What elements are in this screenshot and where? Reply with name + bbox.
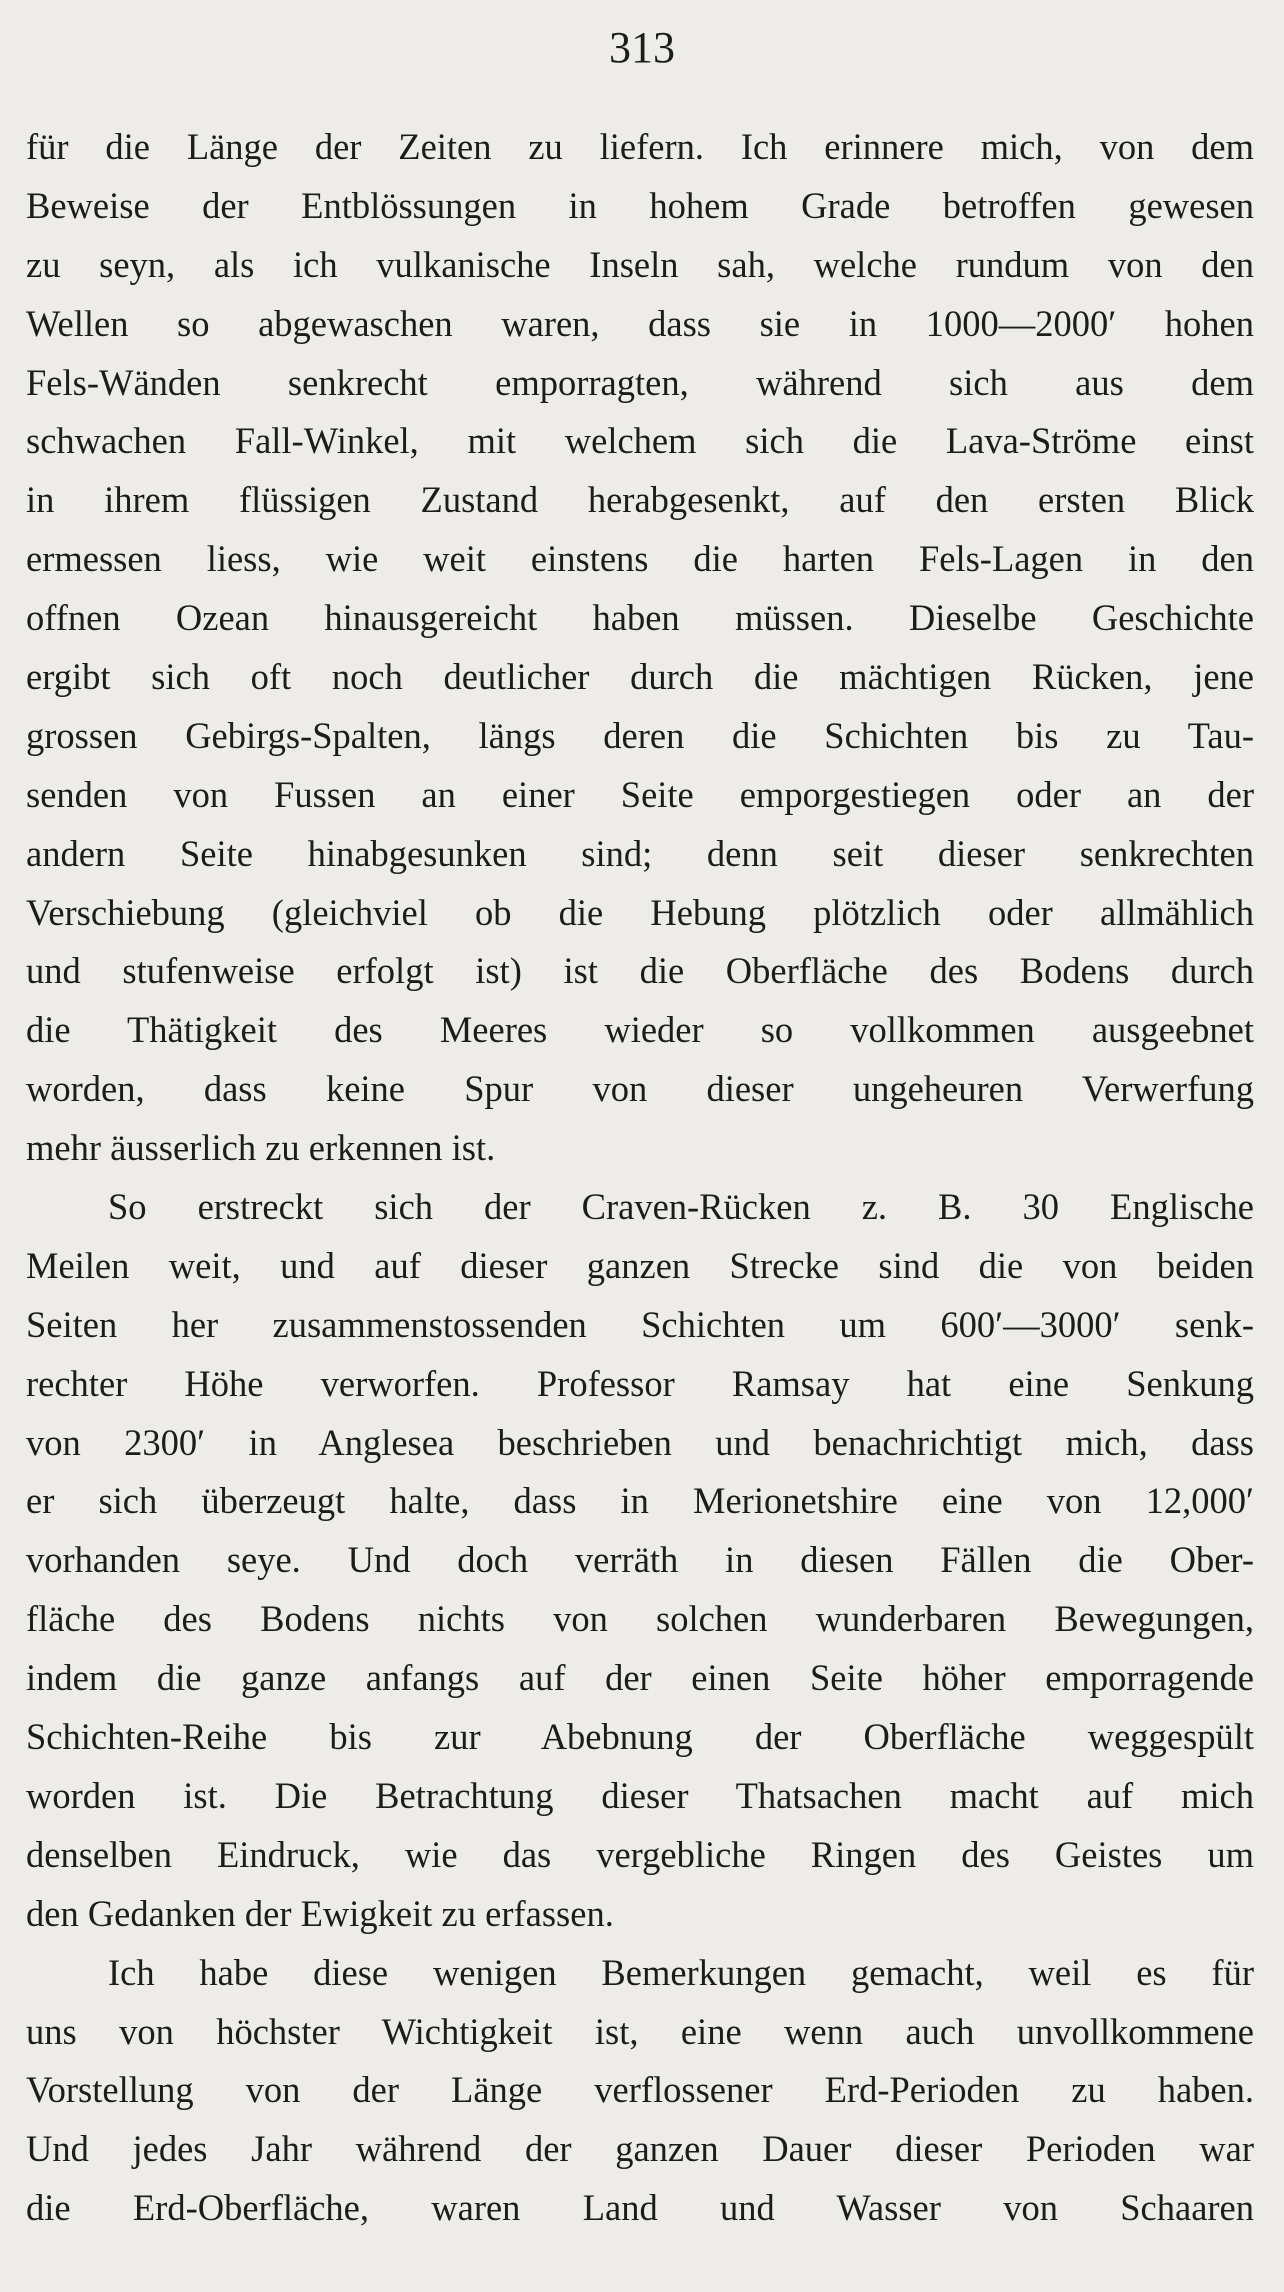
text-line: in ihrem flüssigen Zustand herabgesenkt, auf den ersten Blick [26, 479, 1254, 521]
text-line: Wellen so abgewaschen waren, dass sie in 1000—2000′ hohen [26, 302, 1254, 344]
text-line: und stufenweise erfolgt ist) ist die Oberfläche des Bodens durch [26, 950, 1254, 992]
text-line: senden von Fussen an einer Seite emporgestiegen oder an der [26, 773, 1254, 815]
text-line: Seiten her zusammenstossenden Schichten um 600′—3000′ senk- [26, 1303, 1254, 1345]
text-line: rechter Höhe verworfen. Professor Ramsay hat eine Senkung [26, 1362, 1254, 1404]
text-line: zu seyn, als ich vulkanische Inseln sah, welche rundum von den [26, 243, 1254, 285]
text-line: ergibt sich oft noch deutlicher durch die mächtigen Rücken, jene [26, 656, 1254, 698]
text-line: offnen Ozean hinausgereicht haben müssen. Dieselbe Geschichte [26, 597, 1254, 639]
text-line: denselben Eindruck, wie das vergebliche Ringen des Geistes um [26, 1833, 1254, 1875]
text-line: Schichten-Reihe bis zur Abebnung der Oberfläche weggespült [26, 1716, 1254, 1758]
text-line: ermessen liess, wie weit einstens die harten Fels-Lagen in den [26, 538, 1254, 580]
paragraph-start-line: Ich habe diese wenigen Bemerkungen gemacht, weil es für [108, 1951, 1254, 1993]
paragraph-start-line: So erstreckt sich der Craven-Rücken z. B. 30 Englische [108, 1186, 1254, 1228]
text-line: die Thätigkeit des Meeres wieder so vollkommen ausgeebnet [26, 1009, 1254, 1051]
text-line: uns von höchster Wichtigkeit ist, eine wenn auch unvollkommene [26, 2010, 1254, 2052]
text-line: Beweise der Entblössungen in hohem Grade betroffen gewesen [26, 184, 1254, 226]
text-line: Meilen weit, und auf dieser ganzen Strecke sind die von beiden [26, 1244, 1254, 1286]
text-line: von 2300′ in Anglesea beschrieben und benachrichtigt mich, dass [26, 1421, 1254, 1463]
text-line: schwachen Fall-Winkel, mit welchem sich die Lava-Ströme einst [26, 420, 1254, 462]
text-line: Verschiebung (gleichviel ob die Hebung plötzlich oder allmählich [26, 891, 1254, 933]
text-line: andern Seite hinabgesunken sind; denn seit dieser senkrechten [26, 832, 1254, 874]
text-line: Und jedes Jahr während der ganzen Dauer dieser Perioden war [26, 2128, 1254, 2170]
text-line: worden, dass keine Spur von dieser ungeheuren Verwerfung [26, 1068, 1254, 1110]
text-line: er sich überzeugt halte, dass in Merionetshire eine von 12,000′ [26, 1480, 1254, 1522]
paragraph-end-line: den Gedanken der Ewigkeit zu erfassen. [26, 1892, 614, 1934]
text-line: Fels-Wänden senkrecht emporragten, während sich aus dem [26, 361, 1254, 403]
text-line: die Erd-Oberfläche, waren Land und Wasser von Schaaren [26, 2187, 1254, 2229]
text-line: vorhanden seye. Und doch verräth in diesen Fällen die Ober- [26, 1539, 1254, 1581]
text-line: fläche des Bodens nichts von solchen wunderbaren Bewegungen, [26, 1598, 1254, 1640]
text-line: worden ist. Die Betrachtung dieser Thatsachen macht auf mich [26, 1774, 1254, 1816]
paragraph-end-line: mehr äusserlich zu erkennen ist. [26, 1127, 496, 1169]
text-line: indem die ganze anfangs auf der einen Seite höher emporragende [26, 1657, 1254, 1699]
body-text [26, 118, 1254, 2238]
text-line: für die Länge der Zeiten zu liefern. Ich erinnere mich, von dem [26, 126, 1254, 167]
text-line: grossen Gebirgs-Spalten, längs deren die Schichten bis zu Tau- [26, 714, 1254, 756]
page-number: 313 [609, 23, 675, 72]
text-line: Vorstellung von der Länge verflossener Erd-Perioden zu haben. [26, 2069, 1254, 2111]
